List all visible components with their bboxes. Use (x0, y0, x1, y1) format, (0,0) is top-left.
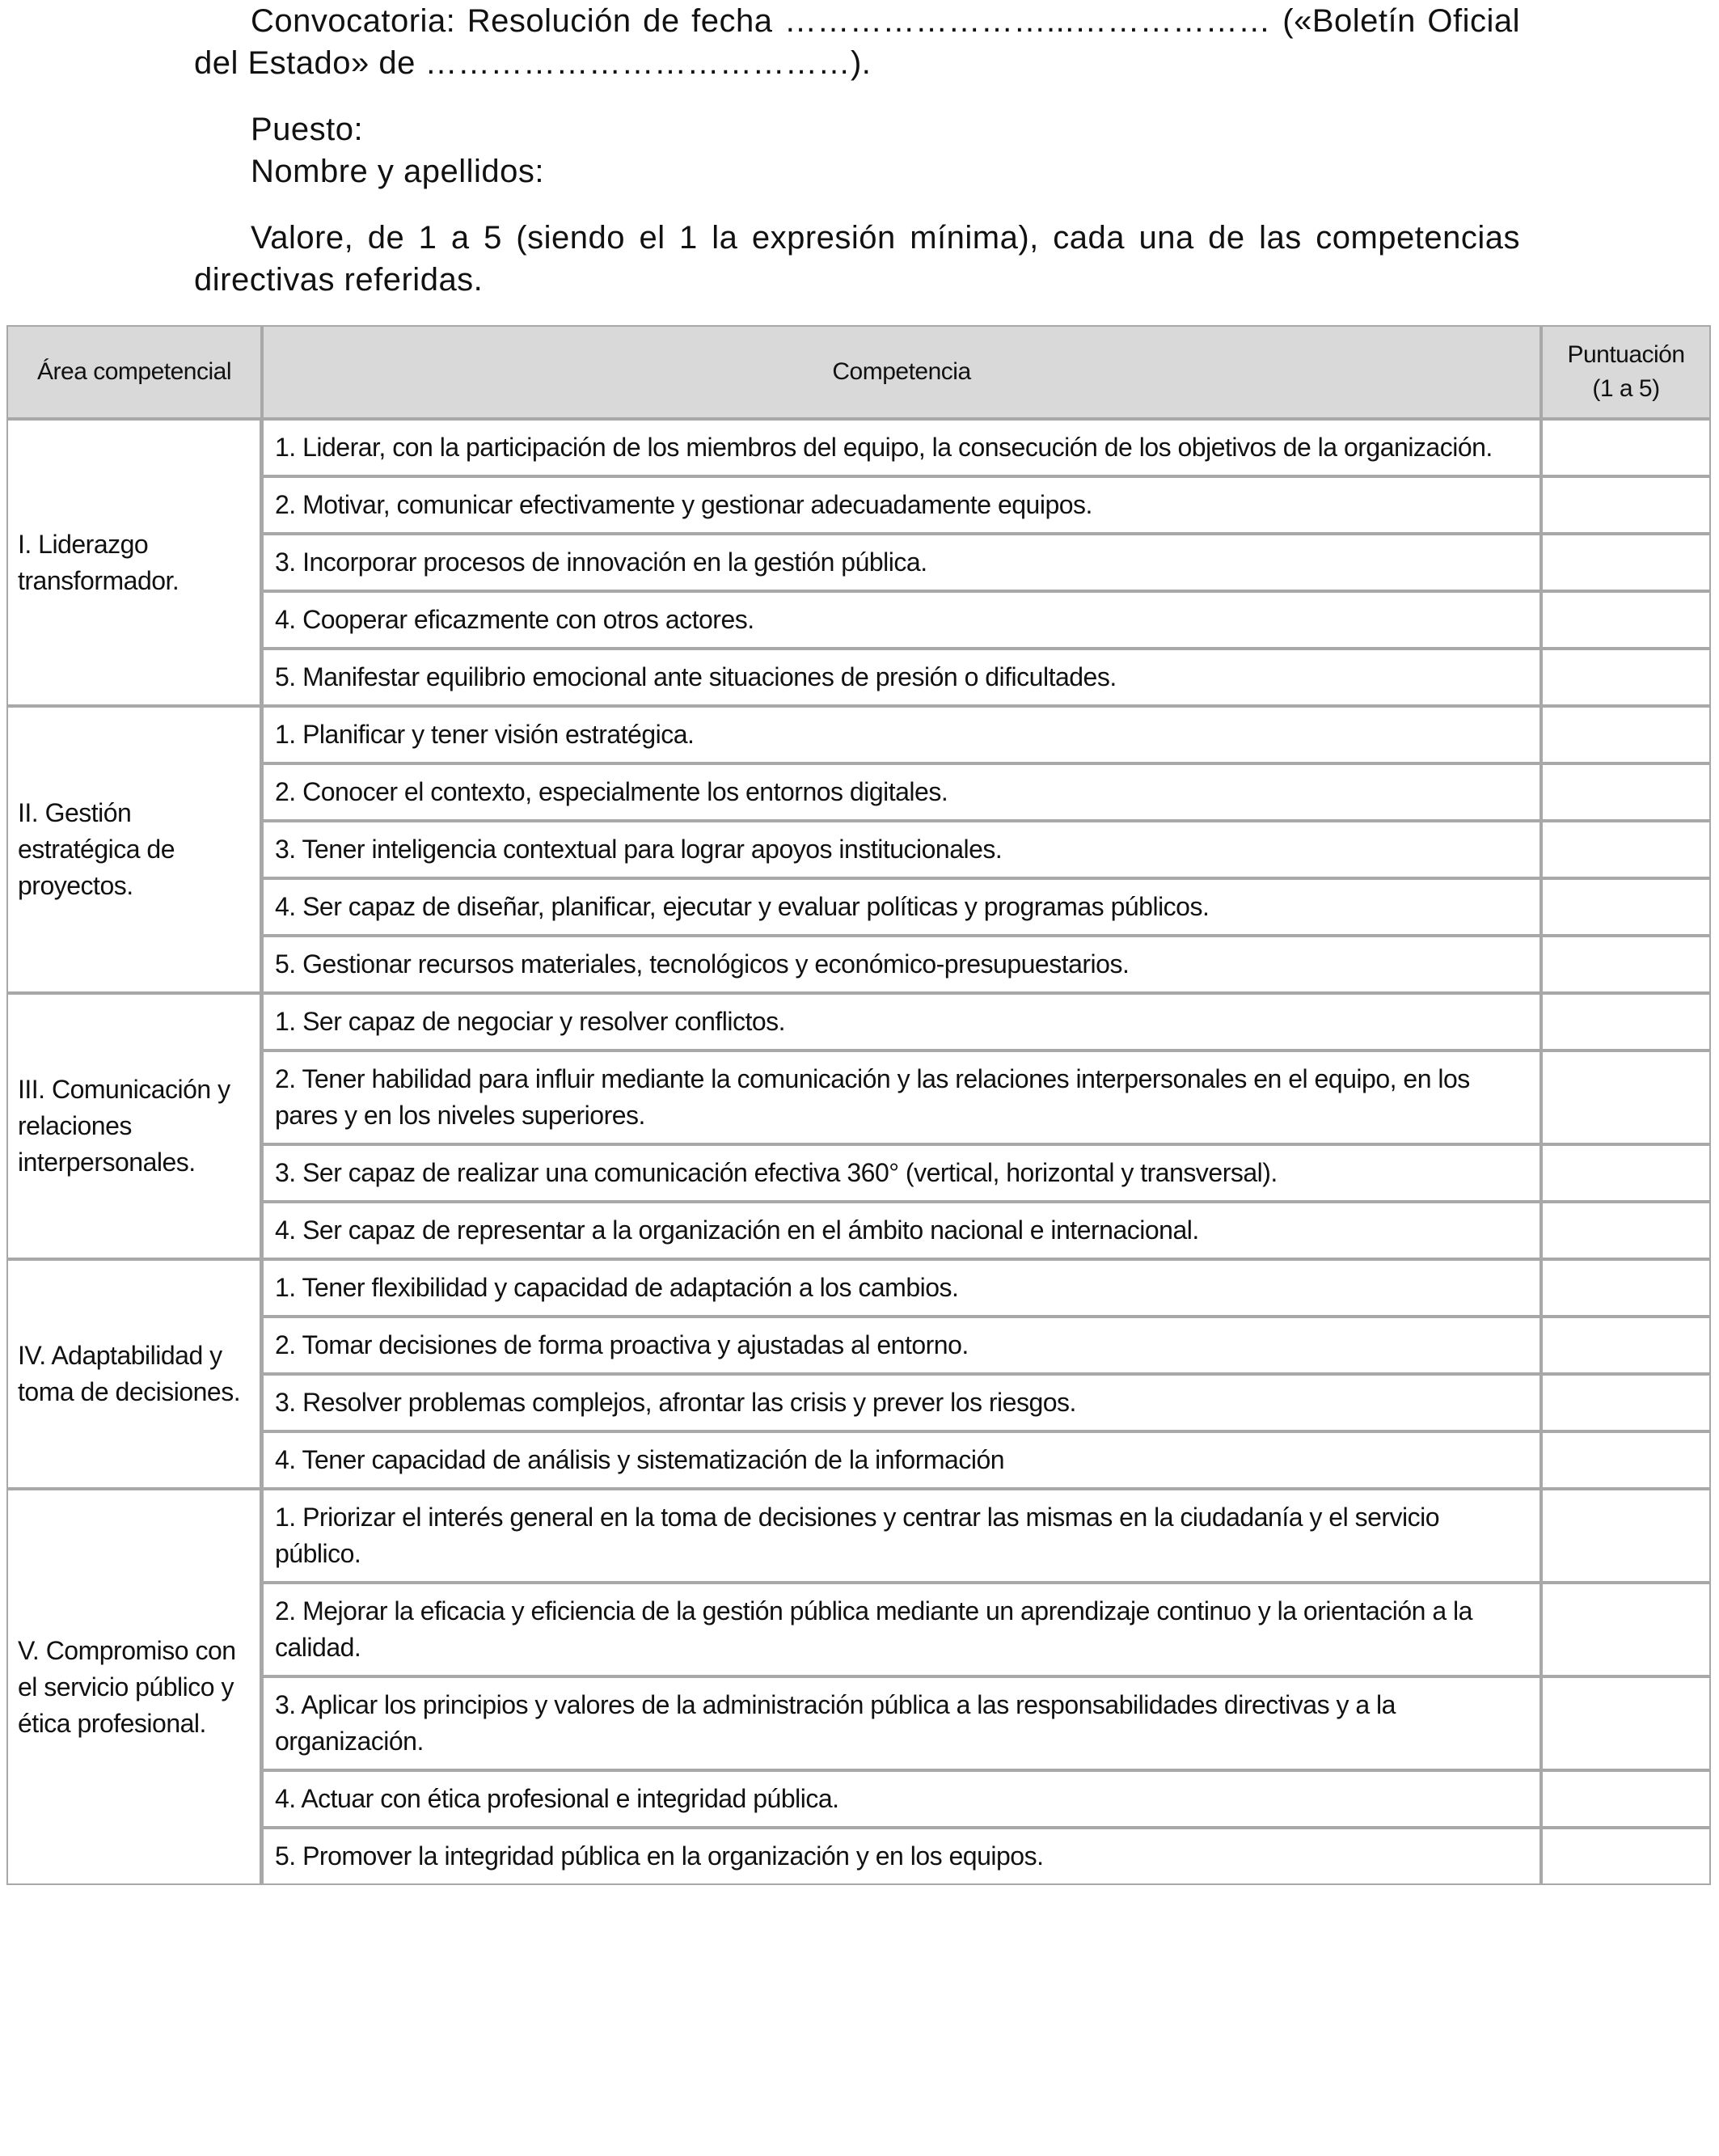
table-row (6, 1431, 1711, 1489)
competencia-cell: 2. Tomar decisiones de forma proactiva y ajustadas al entorno. (262, 1317, 1541, 1374)
score-cell[interactable] (1541, 1259, 1711, 1317)
competencia-cell: 4. Actuar con ética profesional e integridad pública. (262, 1770, 1541, 1828)
table-row (6, 878, 1711, 936)
area-cell: I. Liderazgo transformador. (6, 419, 262, 706)
score-cell[interactable] (1541, 1202, 1711, 1259)
convocatoria-line: Convocatoria: Resolución de fecha ……………………...……………… («Boletín Oficial del Estado» de …………………………………). (194, 3, 1520, 81)
puesto-label: Puesto: (251, 112, 364, 147)
score-cell[interactable] (1541, 878, 1711, 936)
table-header-row (6, 325, 1711, 419)
table-row (6, 1259, 1711, 1317)
table-row (6, 763, 1711, 821)
table-row (6, 936, 1711, 993)
header-puntuacion-line2: (1 a 5) (1592, 375, 1660, 402)
score-cell[interactable] (1541, 763, 1711, 821)
table-row (6, 1676, 1711, 1770)
area-cell: II. Gestión estratégica de proyectos. (6, 706, 262, 993)
score-cell[interactable] (1541, 419, 1711, 476)
table-row (6, 476, 1711, 534)
score-cell[interactable] (1541, 1676, 1711, 1770)
table-row (6, 821, 1711, 878)
score-cell[interactable] (1541, 1051, 1711, 1144)
score-cell[interactable] (1541, 1770, 1711, 1828)
score-cell[interactable] (1541, 534, 1711, 591)
table-row (6, 591, 1711, 649)
score-cell[interactable] (1541, 1828, 1711, 1885)
score-cell[interactable] (1541, 993, 1711, 1051)
score-cell[interactable] (1541, 936, 1711, 993)
table-row (6, 1317, 1711, 1374)
area-cell: V. Compromiso con el servicio público y ética profesional. (6, 1489, 262, 1885)
competencia-cell: 1. Planificar y tener visión estratégica. (262, 706, 1541, 763)
table-row (6, 1374, 1711, 1431)
table-row (6, 993, 1711, 1051)
table-row (6, 649, 1711, 706)
competencia-cell: 5. Promover la integridad pública en la organización y en los equipos. (262, 1828, 1541, 1885)
nombre-label: Nombre y apellidos: (251, 154, 544, 189)
table-row (6, 706, 1711, 763)
score-cell[interactable] (1541, 591, 1711, 649)
table-row (6, 1583, 1711, 1676)
competencia-cell: 4. Cooperar eficazmente con otros actores. (262, 591, 1541, 649)
competencia-cell: 1. Liderar, con la participación de los miembros del equipo, la consecución de los objetivos de la organización. (262, 419, 1541, 476)
table-row (6, 1770, 1711, 1828)
table-row (6, 1828, 1711, 1885)
competencia-cell: 3. Aplicar los principios y valores de la administración pública a las responsabilidades directivas y a la organización. (262, 1676, 1541, 1770)
table-body (6, 419, 1711, 1885)
competencia-cell: 5. Manifestar equilibrio emocional ante situaciones de presión o dificultades. (262, 649, 1541, 706)
table-row (6, 1202, 1711, 1259)
table-row (6, 1489, 1711, 1583)
competencia-cell: 2. Conocer el contexto, especialmente los entornos digitales. (262, 763, 1541, 821)
area-cell: IV. Adaptabilidad y toma de decisiones. (6, 1259, 262, 1489)
competencia-cell: 4. Ser capaz de diseñar, planificar, ejecutar y evaluar políticas y programas públicos. (262, 878, 1541, 936)
area-cell: III. Comunicación y relaciones interpersonales. (6, 993, 262, 1259)
header-puntuacion (1541, 325, 1711, 419)
score-cell[interactable] (1541, 476, 1711, 534)
header-area: Área competencial (6, 325, 262, 419)
competency-table (6, 325, 1711, 1885)
competencia-cell: 5. Gestionar recursos materiales, tecnológicos y económico-presupuestarios. (262, 936, 1541, 993)
competencia-cell: 1. Tener flexibilidad y capacidad de adaptación a los cambios. (262, 1259, 1541, 1317)
header-puntuacion-line1: Puntuación (1567, 341, 1685, 368)
competencia-cell: 3. Tener inteligencia contextual para lograr apoyos institucionales. (262, 821, 1541, 878)
competencia-cell: 2. Motivar, comunicar efectivamente y gestionar adecuadamente equipos. (262, 476, 1541, 534)
competencia-cell: 3. Resolver problemas complejos, afrontar las crisis y prever los riesgos. (262, 1374, 1541, 1431)
form-intro (194, 0, 1520, 301)
competencia-cell: 3. Ser capaz de realizar una comunicación efectiva 360° (vertical, horizontal y transversal). (262, 1144, 1541, 1202)
competencia-cell: 4. Ser capaz de representar a la organización en el ámbito nacional e internacional. (262, 1202, 1541, 1259)
competencia-cell: 3. Incorporar procesos de innovación en la gestión pública. (262, 534, 1541, 591)
competencia-cell: 1. Ser capaz de negociar y resolver conflictos. (262, 993, 1541, 1051)
score-cell[interactable] (1541, 1431, 1711, 1489)
competencia-cell: 2. Tener habilidad para influir mediante la comunicación y las relaciones interpersonales en el equipo, en los pares y en los niveles superiores. (262, 1051, 1541, 1144)
table-row (6, 1144, 1711, 1202)
competencia-cell: 1. Priorizar el interés general en la toma de decisiones y centrar las mismas en la ciudadanía y el servicio público. (262, 1489, 1541, 1583)
table-row (6, 1051, 1711, 1144)
score-cell[interactable] (1541, 649, 1711, 706)
score-cell[interactable] (1541, 1317, 1711, 1374)
header-competencia: Competencia (262, 325, 1541, 419)
score-cell[interactable] (1541, 1583, 1711, 1676)
competencia-cell: 2. Mejorar la eficacia y eficiencia de la gestión pública mediante un aprendizaje continuo y la orientación a la calidad. (262, 1583, 1541, 1676)
score-cell[interactable] (1541, 1144, 1711, 1202)
instructions-text: Valore, de 1 a 5 (siendo el 1 la expresión mínima), cada una de las competencias directivas referidas. (194, 220, 1520, 298)
competencia-cell: 4. Tener capacidad de análisis y sistematización de la información (262, 1431, 1541, 1489)
score-cell[interactable] (1541, 821, 1711, 878)
score-cell[interactable] (1541, 1374, 1711, 1431)
score-cell[interactable] (1541, 1489, 1711, 1583)
score-cell[interactable] (1541, 706, 1711, 763)
competency-table-wrapper (6, 325, 1711, 1885)
table-row (6, 419, 1711, 476)
table-row (6, 534, 1711, 591)
